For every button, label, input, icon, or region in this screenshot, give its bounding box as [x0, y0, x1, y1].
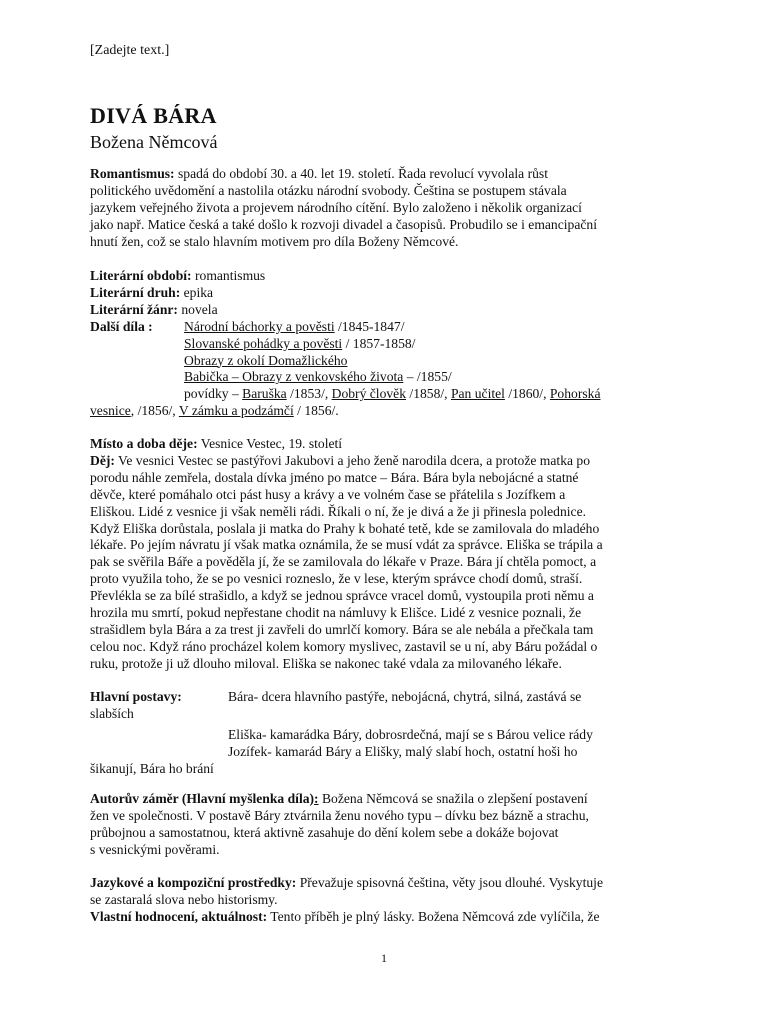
romantism-line: jako např. Matice česká a také došlo k rozvoji divadel a časopisů. Probudilo se i emancipační [90, 216, 597, 232]
work-link[interactable]: Obrazy z okolí Domažlického [184, 352, 348, 368]
document-author: Božena Němcová [90, 132, 218, 152]
work-link[interactable]: Národní báchorky a pověsti [184, 318, 335, 334]
work-link[interactable]: Dobrý člověk [331, 386, 407, 402]
plot-line: lékaře. Po jejím návratu jí však matka oznámila, že se musí vdát za správce. Eliška se trápila a [90, 537, 603, 553]
language-label: Jazykové a kompoziční prostředky: [90, 875, 297, 890]
romantism-line: spadá do období 30. a 40. let 19. století. Řada revolucí vyvolala růst [174, 166, 548, 181]
plot-line: ruku, protože ji už dlouho miloval. Eliška se nakonec také vdala za milovaného lékaře. [90, 655, 562, 671]
intent-section [90, 791, 685, 859]
genre-value: novela [177, 301, 218, 317]
language-line: se zastaralá slova nebo historismy. [90, 891, 278, 907]
plot-line: celou noc. Když ráno procházel kolem komory myslivec, zastavil se u ní, aby Báru požádal o [90, 638, 598, 654]
plot-line: Převlékla se za bílé strašidlo, a když se jednou správce vracel domů, vystoupila proti němu a [90, 588, 594, 604]
place-value: Vesnice Vestec, 19. století [197, 436, 343, 451]
work-years: / 1856/. [293, 403, 339, 419]
intent-line: průbojnou a samostatnou, která aktivně zasahuje do dění kolem sebe a dokáže bojovat [90, 824, 559, 840]
period-label: Literární období: [90, 268, 192, 283]
character-bara-cont: slabších [90, 705, 134, 721]
intent-colon: : [314, 791, 319, 806]
romantism-line: politického uvědomění a nastolila otázku národní svobody. Čeština se postupem stávala [90, 182, 567, 198]
genre-label: Literární žánr: [90, 301, 178, 317]
plot-line: Eliškou. Lidé z vesnice ji však neměli rádi. Říkali o ní, že je divá a že ji přinesla polednice. [90, 503, 587, 519]
evaluation-label: Vlastní hodnocení, aktuálnost: [90, 908, 268, 924]
romantism-label: Romantismus: [90, 166, 175, 181]
character-eliska: Eliška- kamarádka Báry, dobrosrdečná, mají se s Bárou velice rády [228, 726, 593, 742]
work-years: /1860/, [504, 386, 550, 402]
work-link[interactable]: Babička – Obrazy z venkovského života [184, 369, 404, 385]
plot-section [90, 436, 685, 673]
plot-line: děvče, které pomáhalo otci pást husy a krávy a ve volném čase se přátelila s Jozífkem a [90, 486, 566, 502]
header-placeholder[interactable]: [Zadejte text.] [90, 43, 170, 58]
work-link[interactable]: Slovanské pohádky a pověsti [184, 335, 343, 351]
romantism-section [90, 166, 685, 251]
place-label: Místo a doba děje: [90, 436, 198, 451]
intent-line: Božena Němcová se snažila o zlepšení postavení [318, 791, 588, 806]
language-line: Převažuje spisovná čeština, věty jsou dlouhé. Vyskytuje [296, 875, 603, 890]
character-bara: Bára- dcera hlavního pastýře, nebojácná, chytrá, silná, zastává se [228, 689, 582, 704]
work-link[interactable]: vesnice [90, 403, 131, 419]
work-years: / 1857-1858/ [342, 335, 416, 351]
character-jozifek-cont: šikanují, Bára ho brání [90, 760, 214, 776]
plot-line: porodu náhle zemřela, dostala dívka jméno po matce – Bára. Bára byla nebojácné a statné [90, 469, 579, 485]
work-link[interactable]: Pohorská [549, 386, 601, 402]
work-years: /1853/, [286, 386, 332, 402]
characters-label: Hlavní postavy: [90, 689, 182, 704]
intent-line: žen ve společnosti. V postavě Báry ztvárnila ženu nového typu – dívku bez bázně a strachu, [90, 807, 589, 823]
romantism-line: hnutí žen, což se stalo hlavním motivem pro díla Boženy Němcové. [90, 233, 459, 249]
kind-value: epika [180, 284, 214, 300]
evaluation-line: Tento příběh je plný lásky. Božena Němcová zde vylíčila, že [267, 908, 600, 924]
characters-section [90, 689, 685, 778]
plot-line: proto využila toho, že se po vesnici rozneslo, že v lese, kterým správce chodí domů, straší. [90, 571, 583, 587]
plot-line: Ve vesnici Vestec se pastýřovi Jakubovi a jeho ženě narodila dcera, a protože matka po [114, 452, 591, 468]
plot-line: pak se svěřila Báře a pověděla jí, že se zamilovala do lékaře v Praze. Bára jí chtěla pomoct, a [90, 554, 597, 570]
period-value: romantismus [191, 268, 266, 283]
work-years: /1858/, [406, 386, 451, 402]
work-years: , /1856/, [130, 403, 179, 419]
work-years: – /1855/ [403, 369, 452, 385]
plot-line: hrozila mu smrtí, pokud nepřestane chodit na námluvy k Elišce. Lidé z vesnice poznali, že [90, 605, 582, 621]
work-link[interactable]: V zámku a podzámčí [178, 403, 294, 419]
plot-line: Když Eliška dorůstala, poslala ji matka do Prahy k bohaté tetě, kde se zamilovala do mladého [90, 520, 600, 536]
language-section [90, 875, 685, 926]
work-years: /1845-1847/ [334, 318, 405, 334]
romantism-line: jazykem veřejného života a projevem národního cítění. Bylo založeno i několik organizací [90, 199, 582, 215]
character-jozifek: Jozífek- kamarád Báry a Elišky, malý slabí hoch, ostatní hoši ho [228, 743, 578, 759]
works-label: Další díla : [90, 318, 153, 334]
intent-label: Autorův záměr (Hlavní myšlenka díla) [90, 791, 315, 806]
kind-label: Literární druh: [90, 284, 181, 300]
document-title: DIVÁ BÁRA [90, 103, 217, 128]
stories-prefix: povídky – [184, 386, 243, 402]
page-number: 1 [381, 951, 387, 965]
work-link[interactable]: Baruška [242, 386, 287, 402]
work-link[interactable]: Pan učitel [450, 386, 505, 402]
info-section [90, 268, 685, 420]
plot-label: Děj: [90, 452, 115, 468]
plot-line: strašidlem byla Bára a za trest ji zavřeli do umrlčí komory. Bára se ale nebála a přečkala tam [90, 621, 594, 637]
intent-line: s vesnickými pověrami. [90, 841, 220, 857]
